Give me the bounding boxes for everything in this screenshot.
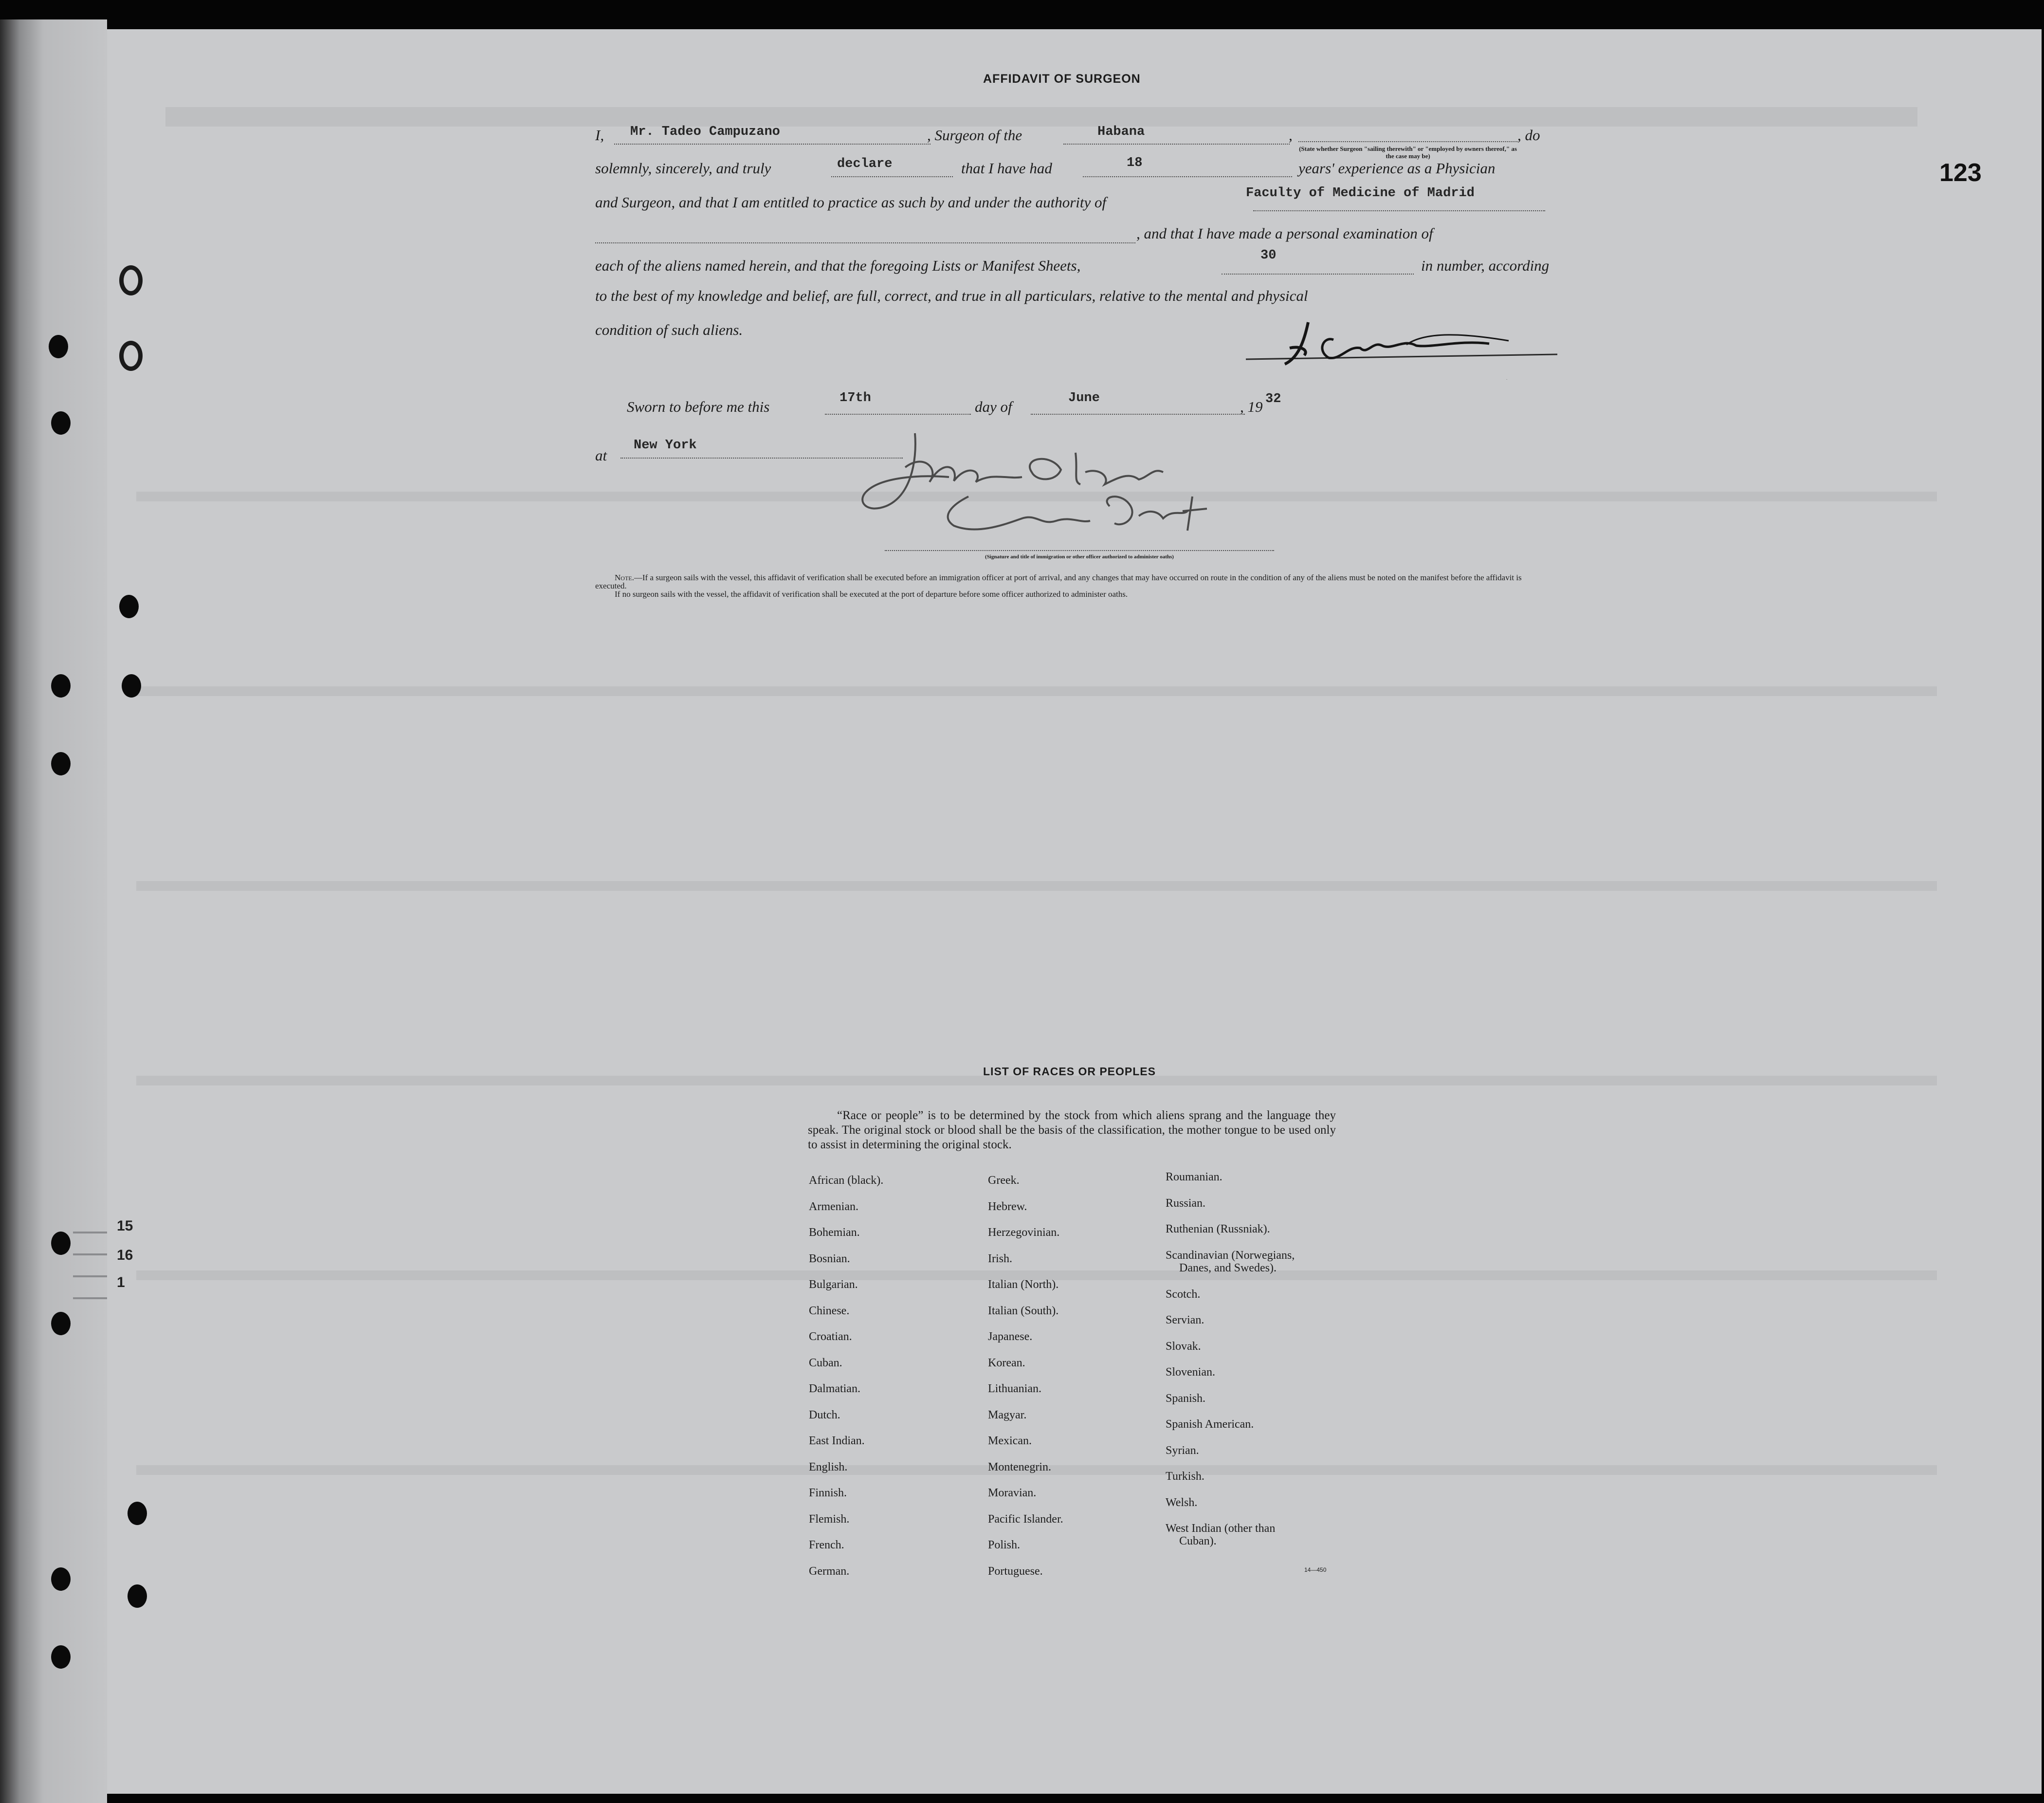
authority-continuation-line [595, 242, 1135, 243]
sheets-line [1222, 274, 1414, 275]
race-item: Russian. [1166, 1196, 1206, 1210]
stub-number: 16 [117, 1247, 133, 1263]
race-item: Armenian. [809, 1200, 858, 1213]
race-item: Cuban. [809, 1356, 842, 1369]
day-value: 17th [840, 391, 871, 405]
race-item: Slovak. [1166, 1340, 1201, 1353]
place-value: New York [634, 438, 697, 453]
race-item: Mexican. [988, 1435, 1032, 1447]
knowledge-statement: to the best of my knowledge and belief, are full, correct, and true in all particulars, relative to the mental and physical [595, 287, 1308, 304]
affidavit-title: AFFIDAVIT OF SURGEON [983, 72, 1141, 86]
year-value: 32 [1265, 392, 1281, 406]
race-item: Irish. [988, 1252, 1012, 1265]
race-item: Bulgarian. [809, 1278, 858, 1291]
binding-hole [51, 1232, 71, 1255]
races-column-1 [809, 1174, 883, 1591]
comma: , [1289, 127, 1293, 144]
affidavit-do: , do [1517, 127, 1540, 144]
surgeon-signature [1236, 312, 1577, 380]
race-item: Flemish. [809, 1512, 850, 1526]
month-line [1031, 414, 1245, 415]
surgeon-name-value: Mr. Tadeo Campuzano [630, 125, 780, 139]
race-item: Roumanian. [1166, 1171, 1223, 1183]
race-item: Croatian. [809, 1330, 852, 1343]
race-item: Scandinavian (Norwegians, [1166, 1249, 1295, 1262]
status-line [1298, 141, 1517, 142]
race-item: Turkish. [1166, 1470, 1204, 1483]
year-prefix: , 19 [1240, 398, 1263, 415]
race-item: Bosnian. [809, 1252, 850, 1265]
form-number: 14—450 [1304, 1566, 1327, 1573]
race-item: Dutch. [809, 1408, 840, 1421]
race-item: Herzegovinian. [988, 1226, 1060, 1239]
binding-hole [49, 335, 68, 358]
race-item: Lithuanian. [988, 1382, 1041, 1395]
affidavit-i: I, [595, 127, 604, 144]
race-item: Japanese. [988, 1330, 1033, 1343]
vessel-value: Habana [1097, 125, 1145, 139]
race-item: Polish. [988, 1539, 1021, 1551]
race-item: Scotch. [1166, 1288, 1201, 1301]
note-text-1: —If a surgeon sails with the vessel, this affidavit of verification shall be executed before an immigration officer at port of arrival, and any changes that may have occurred on route in the condition of any of the aliens must be noted on the manifest before the affidavit is executed. [595, 573, 1522, 590]
manifest-sheets-label: each of the aliens named herein, and that the foregoing Lists or Manifest Sheets, [595, 257, 1081, 274]
race-item: Ruthenian (Russniak). [1166, 1223, 1270, 1235]
race-item: Greek. [988, 1174, 1020, 1187]
races-title: LIST OF RACES OR PEOPLES [983, 1065, 1156, 1078]
years-line [1083, 176, 1292, 177]
race-item: Italian (South). [988, 1304, 1059, 1317]
binding-hole [51, 1567, 71, 1591]
race-item-continued: Danes, and Swedes). [1179, 1261, 1277, 1274]
race-item: Chinese. [809, 1304, 850, 1317]
race-item: Moravian. [988, 1487, 1037, 1499]
race-item: French. [809, 1539, 844, 1551]
binding-hole [51, 1312, 71, 1335]
race-item: Finnish. [809, 1487, 847, 1499]
race-item: Slovenian. [1166, 1366, 1215, 1379]
race-item: East Indian. [809, 1435, 865, 1447]
binding-ring [119, 341, 143, 371]
page-number: 123 [1939, 159, 1982, 187]
binding-hole [51, 752, 71, 775]
declare-line [831, 176, 953, 177]
race-item: Pacific Islander. [988, 1512, 1063, 1526]
had-label: that I have had [961, 160, 1052, 177]
sheets-value: 30 [1260, 248, 1277, 263]
race-item: German. [809, 1564, 850, 1578]
experience-label: years' experience as a Physician [1298, 160, 1496, 177]
solemnly-label: solemnly, sincerely, and truly [595, 160, 771, 177]
day-line [825, 414, 971, 415]
race-item: Spanish American. [1166, 1418, 1254, 1431]
affidavit-note [595, 573, 1551, 598]
binding-hole [51, 1645, 71, 1669]
at-label: at [595, 447, 607, 464]
race-item: Servian. [1166, 1314, 1204, 1326]
race-item: Hebrew. [988, 1200, 1027, 1213]
binding-hole [122, 674, 141, 698]
surgeon-name-line [614, 144, 931, 145]
race-item: Portuguese. [988, 1564, 1043, 1578]
race-item: Bohemian. [809, 1226, 860, 1239]
sworn-label: Sworn to before me this [627, 398, 770, 415]
surgeon-status-note: (State whether Surgeon "sailing therewith" or "employed by owners thereof," as the case may be) [1299, 145, 1517, 160]
race-item: Dalmatian. [809, 1382, 860, 1395]
note-label: Note. [615, 573, 634, 582]
officer-line [885, 550, 1274, 551]
race-item: Montenegrin. [988, 1460, 1051, 1473]
authority-line [1253, 210, 1545, 211]
binding-hole [51, 674, 71, 698]
declare-value: declare [837, 157, 893, 171]
race-item: West Indian (other than [1166, 1522, 1276, 1535]
binding-hole [128, 1584, 147, 1608]
years-value: 18 [1127, 156, 1143, 170]
personal-examination-label: , and that I have made a personal examination of [1136, 225, 1433, 242]
race-item: Syrian. [1166, 1444, 1199, 1457]
condition-statement: condition of such aliens. [595, 321, 743, 338]
in-number-label: in number, according [1421, 257, 1550, 274]
race-item-continued: Cuban). [1179, 1535, 1217, 1547]
race-item: Spanish. [1166, 1392, 1206, 1405]
race-item: African (black). [809, 1174, 884, 1187]
races-column-2 [988, 1174, 1063, 1591]
authority-label: and Surgeon, and that I am entitled to practice as such by and under the authority of [595, 194, 1107, 211]
officer-caption: (Signature and title of immigration or other officer authorized to administer oaths) [985, 554, 1174, 560]
races-column-3 [1166, 1171, 1295, 1549]
note-text-2: If no surgeon sails with the vessel, the affidavit of verification shall be executed at the port of departure before some officer authorized to administer oaths. [615, 589, 1128, 599]
stub-number: 1 [117, 1274, 125, 1290]
day-of-label: day of [975, 398, 1012, 415]
race-item: Italian (North). [988, 1278, 1059, 1291]
stub-number: 15 [117, 1218, 133, 1234]
binding-hole [119, 595, 139, 618]
race-item: Welsh. [1166, 1496, 1198, 1509]
races-intro: “Race or people” is to be determined by the stock from which aliens sprang and the language they speak. The original stock or blood shall be the basis of the classification, the mother tongue to be used only to assist in determining the original stock. [808, 1109, 1336, 1151]
binding-hole [128, 1502, 147, 1525]
race-item: Magyar. [988, 1408, 1027, 1421]
binding-strip [0, 19, 107, 1803]
binding-ring [119, 265, 143, 295]
authority-value: Faculty of Medicine of Madrid [1246, 186, 1475, 201]
officer-signature [847, 423, 1285, 555]
race-item: Korean. [988, 1356, 1025, 1369]
binding-hole [51, 411, 71, 435]
surgeon-of-label: , Surgeon of the [927, 127, 1022, 144]
race-item: English. [809, 1460, 848, 1473]
vessel-line [1063, 144, 1290, 145]
month-value: June [1068, 391, 1100, 405]
